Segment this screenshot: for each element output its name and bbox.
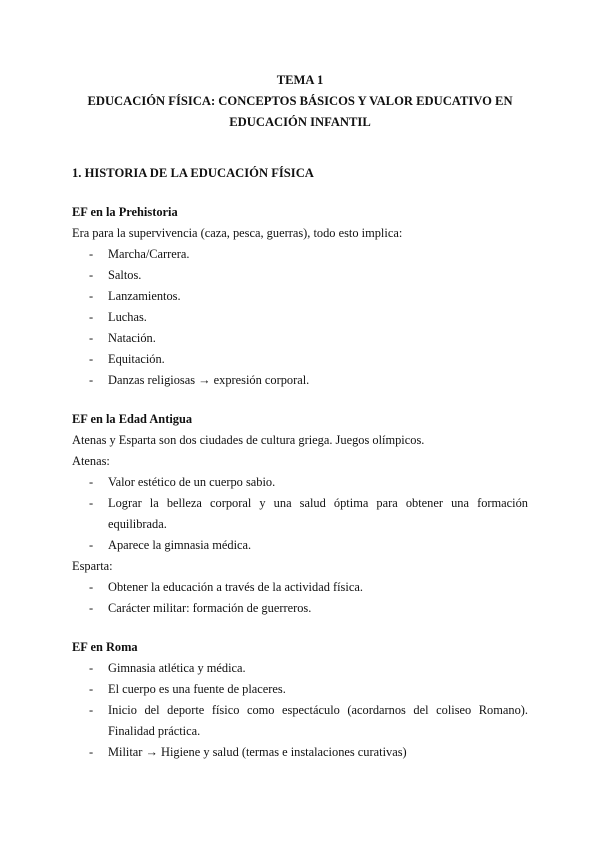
- subheading-prehistoria: EF en la Prehistoria: [72, 205, 178, 219]
- roma-block: [72, 637, 528, 763]
- roma-list: [72, 658, 528, 763]
- list-item: - Lograr la belleza corporal y una salud óptima para obtener una formación equilibrada.: [72, 493, 528, 535]
- list-item: - Lanzamientos.: [72, 286, 528, 307]
- document-title: [72, 70, 528, 133]
- list-item: - El cuerpo es una fuente de placeres.: [72, 679, 528, 700]
- title-line-1: TEMA 1: [276, 73, 324, 87]
- list-item: - Obtener la educación a través de la actividad física.: [72, 577, 528, 598]
- list-item: - Equitación.: [72, 349, 528, 370]
- esparta-label: Esparta:: [72, 559, 113, 573]
- list-item: - Aparece la gimnasia médica.: [72, 535, 528, 556]
- list-item: - Inicio del deporte físico como espectáculo (acordarnos del coliseo Romano). Finalidad práctica.: [72, 700, 528, 742]
- prehistoria-intro: Era para la supervivencia (caza, pesca, guerras), todo esto implica:: [72, 226, 403, 240]
- atenas-label: Atenas:: [72, 454, 110, 468]
- list-item: - Carácter militar: formación de guerreros.: [72, 598, 528, 619]
- antigua-intro: Atenas y Esparta son dos ciudades de cultura griega. Juegos olímpicos.: [72, 433, 425, 447]
- prehistoria-list: [72, 244, 528, 391]
- list-item: - Luchas.: [72, 307, 528, 328]
- subheading-roma: EF en Roma: [72, 640, 138, 654]
- antigua-block: [72, 409, 528, 619]
- list-item: - Valor estético de un cuerpo sabio.: [72, 472, 528, 493]
- list-item: - Militar → Higiene y salud (termas e instalaciones curativas): [72, 742, 528, 763]
- list-item: - Saltos.: [72, 265, 528, 286]
- subheading-edad-antigua: EF en la Edad Antigua: [72, 412, 193, 426]
- esparta-list: [72, 577, 528, 619]
- list-item: - Natación.: [72, 328, 528, 349]
- title-line-3: EDUCACIÓN INFANTIL: [229, 115, 371, 129]
- list-item: - Gimnasia atlética y médica.: [72, 658, 528, 679]
- prehistoria-block: [72, 202, 528, 391]
- list-item: - Marcha/Carrera.: [72, 244, 528, 265]
- list-item: - Danzas religiosas → expresión corporal.: [72, 370, 528, 391]
- title-line-2: EDUCACIÓN FÍSICA: CONCEPTOS BÁSICOS Y VALOR EDUCATIVO EN: [87, 94, 513, 108]
- atenas-list: [72, 472, 528, 556]
- section-heading-historia: 1. HISTORIA DE LA EDUCACIÓN FÍSICA: [72, 166, 314, 180]
